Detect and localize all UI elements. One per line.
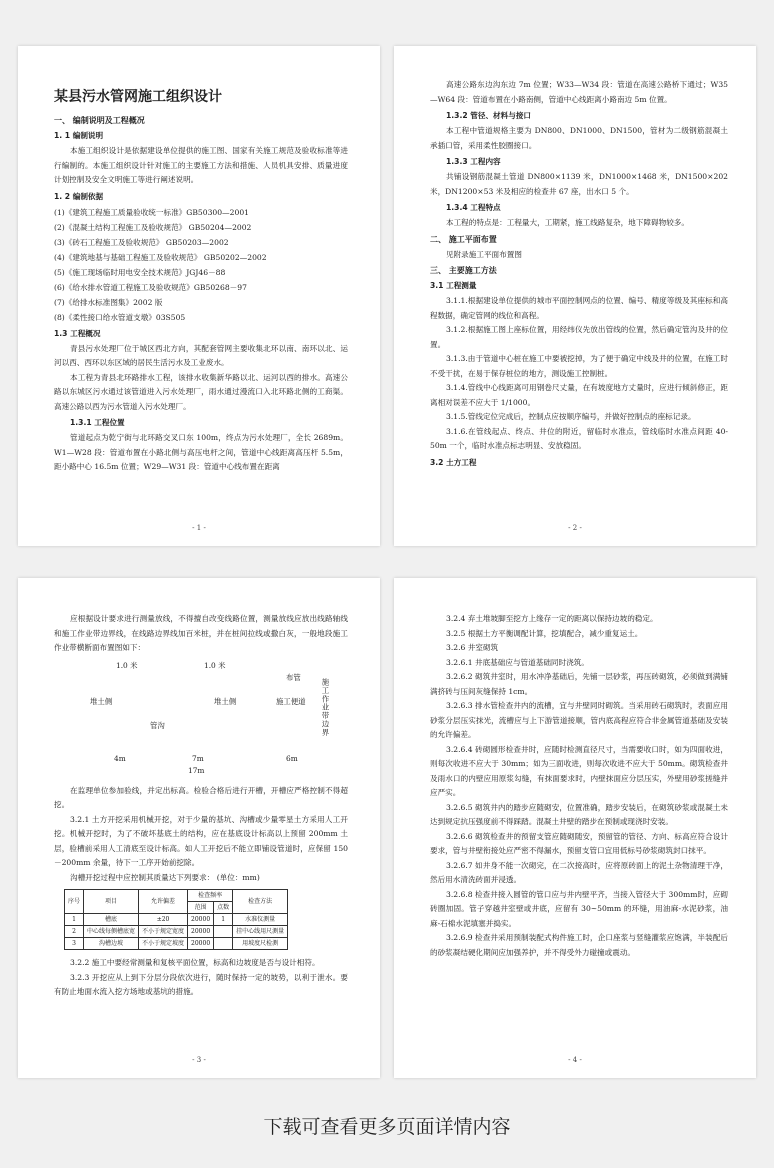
paragraph: 3.2.5 根据土方平衡调配计算，挖填配合，减少重复运土。 bbox=[446, 628, 643, 638]
paragraph: 3.2.1 土方开挖采用机械开挖，对于少量的基坑、沟槽或少量零星土方采用人工开挖。机械开挖时，为了不破坏基底土的结构，应在基底设计标高以上预留 200mm 土层，验槽前采用人工清底至设计标高。如人工开挖后不能立即铺设管道时，应保留 150－200mm 余量，待下一工序开始前挖除。 bbox=[54, 814, 348, 867]
subsection-heading: 1. 2 编制依据 bbox=[54, 191, 104, 201]
table-cell: 挂中心线用尺测量 bbox=[233, 926, 288, 938]
table-cell: 20000 bbox=[188, 938, 214, 950]
paragraph: 本施工组织设计是依据建设单位提供的施工图、国家有关施工规范及验收标准等进行编制的。本施工组织设计针对施工的主要施工方法和措施、人员机具安排、质量进度计划控制及安全文明施工等进行阐述说明。 bbox=[54, 146, 348, 184]
table-cell: 槽底 bbox=[84, 914, 139, 926]
diagram-dimension: 17m bbox=[188, 765, 205, 775]
paragraph: 3.1.4.管线中心线距离可用钢卷尺丈量，在有坡度地方丈量时，应进行倾斜修正，距离相对误差不应大于 1/1000。 bbox=[430, 383, 728, 407]
paragraph: 3.1.5.管线定位完成后，控制点应按顺序编号，并做好控制点的座标记录。 bbox=[446, 412, 696, 421]
paragraph: 3.2.6.1 井底基础应与管道基础同时浇筑。 bbox=[446, 657, 589, 667]
paragraph: 3.2.6.6 砌筑检查井的预留支管应随砌随安，预留管的管径、方向、标高应符合设计要求，管与井壁衔接处应严密不得漏水，预留支管口宜用低标号砂浆砌筑封口抹平。 bbox=[430, 831, 728, 855]
basis-item: (4)《建筑地基与基础工程施工及验收规范》 GB50202—2002 bbox=[54, 252, 267, 262]
table-cell: 1 bbox=[65, 914, 84, 926]
section-heading: 一、 编制说明及工程概况 bbox=[54, 116, 145, 125]
table-cell: 不小于规定坡度 bbox=[139, 938, 188, 950]
document-title: 某县污水管网施工组织设计 bbox=[54, 89, 222, 105]
table-cell: ±20 bbox=[139, 914, 188, 926]
table-header: 检查频率 bbox=[188, 890, 233, 902]
diagram-label: 施工便道 bbox=[276, 696, 306, 706]
page-number: - 4 - bbox=[568, 1056, 582, 1064]
table-header: 范围 bbox=[188, 902, 214, 914]
diagram-vertical-label: 施工作业带边界 bbox=[321, 677, 330, 737]
paragraph: 3.2.6.8 检查井接入圆管的管口应与井内壁平齐，当接入管径大于 300mm时，应砌砖圈加固。管子穿越井室壁或井底，应留有 30~50mm 的环缝，用油麻-水泥砂浆，油麻-石棉水泥填塞并捣实。 bbox=[430, 889, 728, 928]
basis-item: (8)《柔性接口给水管道支墩》03S505 bbox=[54, 312, 186, 322]
document-page-1 bbox=[18, 46, 380, 546]
table-cell bbox=[214, 926, 233, 938]
basis-item: (7)《给排水标准图集》2002 版 bbox=[54, 297, 163, 307]
document-page-2 bbox=[394, 46, 756, 546]
subsection-heading: 1.3.1 工程位置 bbox=[70, 418, 125, 427]
subsection-heading: 3.2 土方工程 bbox=[430, 457, 477, 467]
paragraph: 共铺设钢筋混凝土管道 DN800×1139 米，DN1000×1468 米，DN1500×202 米，DN1200×53 米及相应的检查井 67 座，出水口 5 个。 bbox=[430, 172, 728, 196]
table-cell: 20000 bbox=[188, 914, 214, 926]
document-page-3 bbox=[18, 578, 380, 1078]
table-row bbox=[65, 926, 288, 938]
table-cell: 水准仪测量 bbox=[233, 914, 288, 926]
table-cell: 3 bbox=[65, 938, 84, 950]
paragraph: 3.2.6.4 砖砌圆形检查井时，应随时检测直径尺寸，当需要收口时，如为四面收进，则每次收进不应大于 30mm；如为三面收进，则每次收进不应大于 50mm。砌筑检查井及雨水口的内壁应用原浆勾缝，有抹面要求时，内壁抹面应分层压实，外壁用砂浆搓缝并应严实。 bbox=[430, 744, 728, 797]
table-cell: 20000 bbox=[188, 926, 214, 938]
table-cell: 用坡度尺检测 bbox=[233, 938, 288, 950]
table-cell: 1 bbox=[214, 914, 233, 926]
section-heading: 二、 施工平面布置 bbox=[430, 234, 497, 244]
diagram-label: 管沟 bbox=[150, 720, 165, 730]
section-heading: 三、 主要施工方法 bbox=[430, 266, 497, 275]
paragraph: 3.2.3 开挖应从上到下分层分段依次进行，随时保持一定的坡势，以利于泄水。要有防止地面水流入挖方场地或基坑的措施。 bbox=[54, 972, 348, 996]
subsection-heading: 1. 1 编制说明 bbox=[54, 131, 104, 140]
paragraph: 本工程中管道规格主要为 DN800、DN1000、DN1500，管材为二级钢筋混凝土承插口管，采用柔性胶圈接口。 bbox=[430, 126, 728, 150]
diagram-label: 布管 bbox=[286, 672, 301, 682]
table-header: 项目 bbox=[84, 890, 139, 914]
diagram-dimension: 4m bbox=[114, 753, 126, 763]
basis-item: (2)《混凝土结构工程施工及验收规范》 GB50204—2002 bbox=[54, 222, 252, 232]
table-caption: 沟槽开挖过程中应控制其质量达下列要求： (单位：mm) bbox=[70, 872, 260, 882]
paragraph: 3.1.3.由于管道中心桩在施工中要被挖掉，为了便于确定中线及井的位置，在施工时不受干扰，在易于保存桩位的地方，测设施工控制桩。 bbox=[430, 354, 728, 378]
paragraph: 应根据设计要求进行测量放线，不得擅自改变线路位置，测量放线应放出线路轴线和施工作业带边界线，在线路边界线加百米桩，并在桩间拉线或撒白灰，一般地段施工作业带横断面布置图如下： bbox=[54, 614, 348, 652]
table-row bbox=[65, 914, 288, 926]
paragraph: 3.2.6.5 砌筑井内的踏步应随砌安，位置准确，踏步安装后，在砌筑砂浆或混凝土未达到规定抗压强度前不得踩踏。混凝土井壁的踏步在预制或现浇时安装。 bbox=[430, 802, 728, 826]
table-cell: 中心线每侧槽底宽 bbox=[84, 926, 139, 938]
paragraph: 青县污水处理厂位于城区西北方向，其配套管网主要收集北环以南、南环以北、运河以西、西环以东区域的居民生活污水及工业废水。 bbox=[54, 343, 348, 367]
paragraph: 在监理单位参加验线，并定出标高。检验合格后进行开槽，开槽应严格控制不得超挖。 bbox=[54, 785, 348, 809]
paragraph: 3.2.6.3 排水管检查井内的流槽，宜与井壁同时砌筑。当采用砖石砌筑时，表面应用砂浆分层压实抹光，流槽应与上下游管道接顺，管内底高程应符合非金属管道基础及安装的允许偏差。 bbox=[430, 701, 728, 739]
paragraph: 高速公路东边沟东边 7m 位置；W33—W34 段：管道在高速公路桥下通过；W35—W64 段：管道布置在小路南侧，管道中心线距离小路南边 5m 位置。 bbox=[430, 80, 728, 104]
basis-item: (1)《建筑工程施工质量验收统一标准》GB50300—2001 bbox=[54, 207, 249, 217]
subsection-heading: 1.3 工程概况 bbox=[54, 328, 101, 338]
construction-belt-diagram bbox=[54, 660, 348, 778]
paragraph: 管道起点为乾宁街与北环路交叉口东 100m，终点为污水处理厂，全长 2689m。W1—W28 段：管道布置在小路北侧与高压电杆之间，管道中心线距离高压杆 5.5m，距小路中心 16.5m 位置；W29—W31 段：管道中心线布置在距离 bbox=[54, 433, 348, 471]
paragraph: 本工程为青县北环路排水工程，该排水收集新华路以北、运河以西的排水。高速公路以东城区污水通过该管道进入污水处理厂，雨水通过漫流口入北环路北侧的工商渠。高速公路以西为污水管道入污水处理厂。 bbox=[54, 372, 348, 411]
paragraph: 见附录施工平面布置图 bbox=[446, 249, 522, 259]
quality-table bbox=[64, 889, 288, 950]
page-number: - 2 - bbox=[568, 524, 582, 532]
basis-item: (3)《砖石工程施工及验收规范》 GB50203—2002 bbox=[54, 237, 229, 247]
diagram-dimension: 7m bbox=[192, 753, 204, 763]
paragraph: 本工程的特点是：工程量大，工期紧，施工线路复杂，地下障碍物较多。 bbox=[446, 218, 689, 227]
subsection-heading: 1.3.4 工程特点 bbox=[446, 203, 501, 212]
paragraph: 3.2.6.9 检查井采用预制装配式构件施工时，企口座浆与竖缝灌浆应饱满，半装配后的砂浆凝结硬化期间应加强养护，并不得受外力碰撞或震动。 bbox=[430, 933, 728, 957]
table-cell: 不小于规定宽度 bbox=[139, 926, 188, 938]
diagram-label: 堆土侧 bbox=[214, 696, 237, 706]
diagram-width-label: 1.0 米 bbox=[204, 660, 226, 670]
paragraph: 3.1.6.在管线起点、终点、井位的附近，留临时水准点，管线临时水准点间距 40-50m 一个，临时水准点标志明显、安放稳固。 bbox=[430, 426, 728, 450]
table-header: 检查方法 bbox=[233, 890, 288, 914]
diagram-dimension: 6m bbox=[286, 753, 298, 763]
page-number: - 1 - bbox=[192, 524, 206, 532]
table-cell: 2 bbox=[65, 926, 84, 938]
diagram-label: 堆土侧 bbox=[90, 696, 113, 706]
table-cell: 沟槽边坡 bbox=[84, 938, 139, 950]
paragraph: 3.2.6.2 砌筑井室时，用水冲净基础后，先铺一层砂浆，再压砖砌筑，必须做到满铺满挤砖与压间灰缝保持 1cm。 bbox=[430, 672, 728, 696]
paragraph: 3.2.4 弃土堆坡脚至挖方上缘存一定的距离以保持边坡的稳定。 bbox=[446, 614, 658, 623]
paragraph: 3.1.2.根据施工图上座标位置，用经纬仪先放出管线的位置，然后确定管沟及井的位置。 bbox=[430, 325, 728, 349]
subsection-heading: 3.1 工程测量 bbox=[430, 281, 477, 290]
document-page-4 bbox=[394, 578, 756, 1078]
paragraph: 3.2.2 施工中要经常测量和复核平面位置，标高和边坡度是否与设计相符。 bbox=[70, 958, 320, 967]
paragraph: 3.2.6.7 如井身不能一次砌完，在二次接高时，应将原砖面上的泥土杂物清理干净，然后用水清洗砖面并浸透。 bbox=[430, 860, 728, 884]
table-header: 点数 bbox=[214, 902, 233, 914]
paragraph: 3.1.1.根据建设单位提供的城市平面控制网点的位置、编号、精度等级及其座标和高程数据，确定管网的线位和高程。 bbox=[430, 296, 728, 320]
basis-item: (5)《施工现场临时用电安全技术规范》JGJ46－88 bbox=[54, 267, 226, 277]
diagram-width-label: 1.0 米 bbox=[116, 660, 138, 670]
subsection-heading: 1.3.2 管径、材料与接口 bbox=[446, 111, 532, 120]
table-header: 允许偏差 bbox=[139, 890, 188, 914]
page-number: - 3 - bbox=[192, 1056, 206, 1064]
basis-item: (6)《给水排水管道工程施工及验收规范》GB50268－97 bbox=[54, 282, 247, 292]
subsection-heading: 3.2.6 井室砌筑 bbox=[446, 643, 499, 652]
subsection-heading: 1.3.3 工程内容 bbox=[446, 157, 501, 166]
download-more-caption: 下载可查看更多页面详情内容 bbox=[263, 1116, 511, 1138]
table-cell bbox=[214, 938, 233, 950]
table-row bbox=[65, 938, 288, 950]
table-header: 序号 bbox=[65, 890, 84, 914]
